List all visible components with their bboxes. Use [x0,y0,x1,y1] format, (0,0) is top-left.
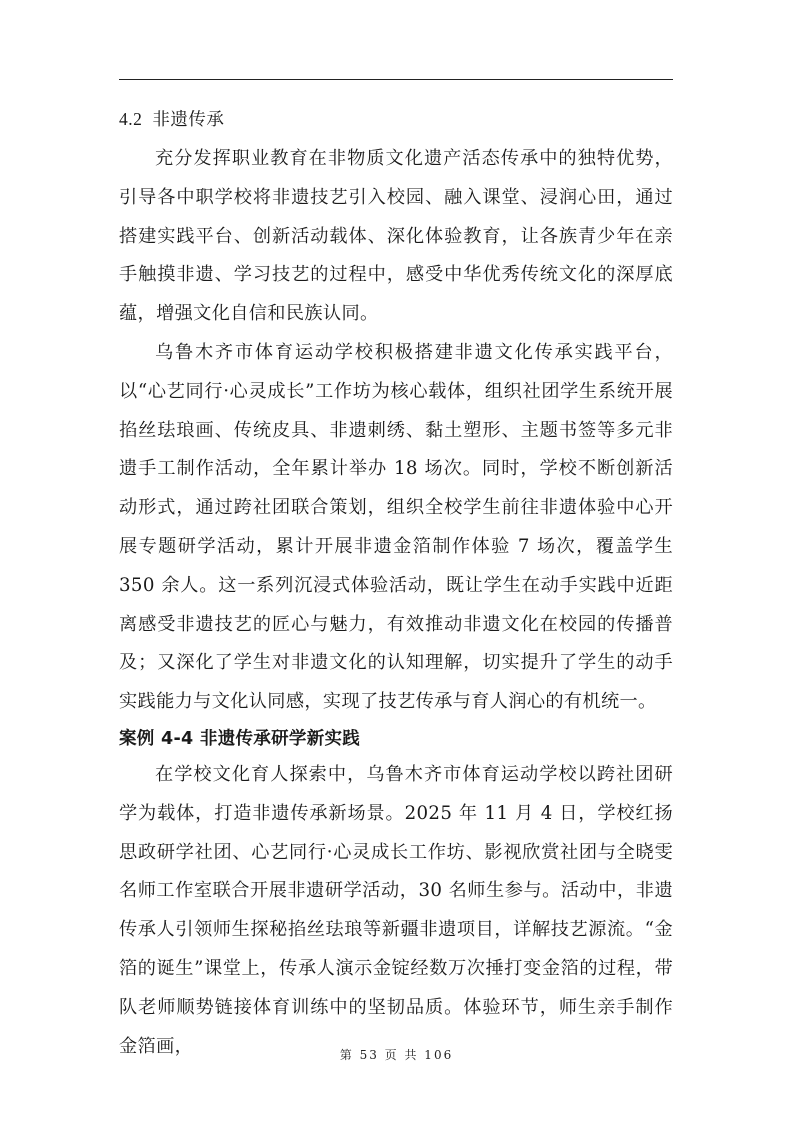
paragraph-intro: 充分发挥职业教育在非物质文化遗产活态传承中的独特优势，引导各中职学校将非遗技艺引入校园、融入课堂、浸润心田，通过搭建实践平台、创新活动载体、深化体验教育，让各族青少年在亲手触摸非遗、学习技艺的过程中，感受中华优秀传统文化的深厚底蕴，增强文化自信和民族认同。 [119,148,673,325]
section-number: 4.2 [119,109,143,129]
section-title: 非遗传承 [152,110,225,130]
paragraph-case: 在学校文化育人探索中，乌鲁木齐市体育运动学校以跨社团研学为载体，打造非遗传承新场景。2025 年 11 月 4 日，学校红扬思政研学社团、心艺同行·心灵成长工作坊、影视欣赏社团与全晓雯名师工作室联合开展非遗研学活动，30 名师生参与。活动中，非遗传承人引领师生探秘掐丝珐琅等新疆非遗项目，详解技艺源流。“金箔的诞生”课堂上，传承人演示金锭经数万次捶打变金箔的过程，带队老师顺势链接体育训练中的坚韧品质。体验环节，师生亲手制作金箔画， [119,763,673,1057]
page-content [119,103,673,1066]
section-heading [119,103,673,136]
page-footer: 第 53 页 共 106 [339,1048,454,1062]
paragraph-school-practice: 乌鲁木齐市体育运动学校积极搭建非遗文化传承实践平台，以“心艺同行·心灵成长”工作坊为核心载体，组织社团学生系统开展掐丝珐琅画、传统皮具、非遗刺绣、黏土塑形、主题书签等多元非遗手工制作活动，全年累计举办 18 场次。同时，学校不断创新活动形式，通过跨社团联合策划，组织全校学生前往非遗体验中心开展专题研学活动，累计开展非遗金箔制作体验 7 场次，覆盖学生 350 余人。这一系列沉浸式体验活动，既让学生在动手实践中近距离感受非遗技艺的匠心与魅力，有效推动非遗文化在校园的传播普及；又深化了学生对非遗文化的认知理解，切实提升了学生的动手实践能力与文化认同感，实现了技艺传承与育人润心的有机统一。 [119,341,673,713]
header-rule [119,79,673,80]
case-heading: 案例 4-4 非遗传承研学新实践 [119,728,361,749]
